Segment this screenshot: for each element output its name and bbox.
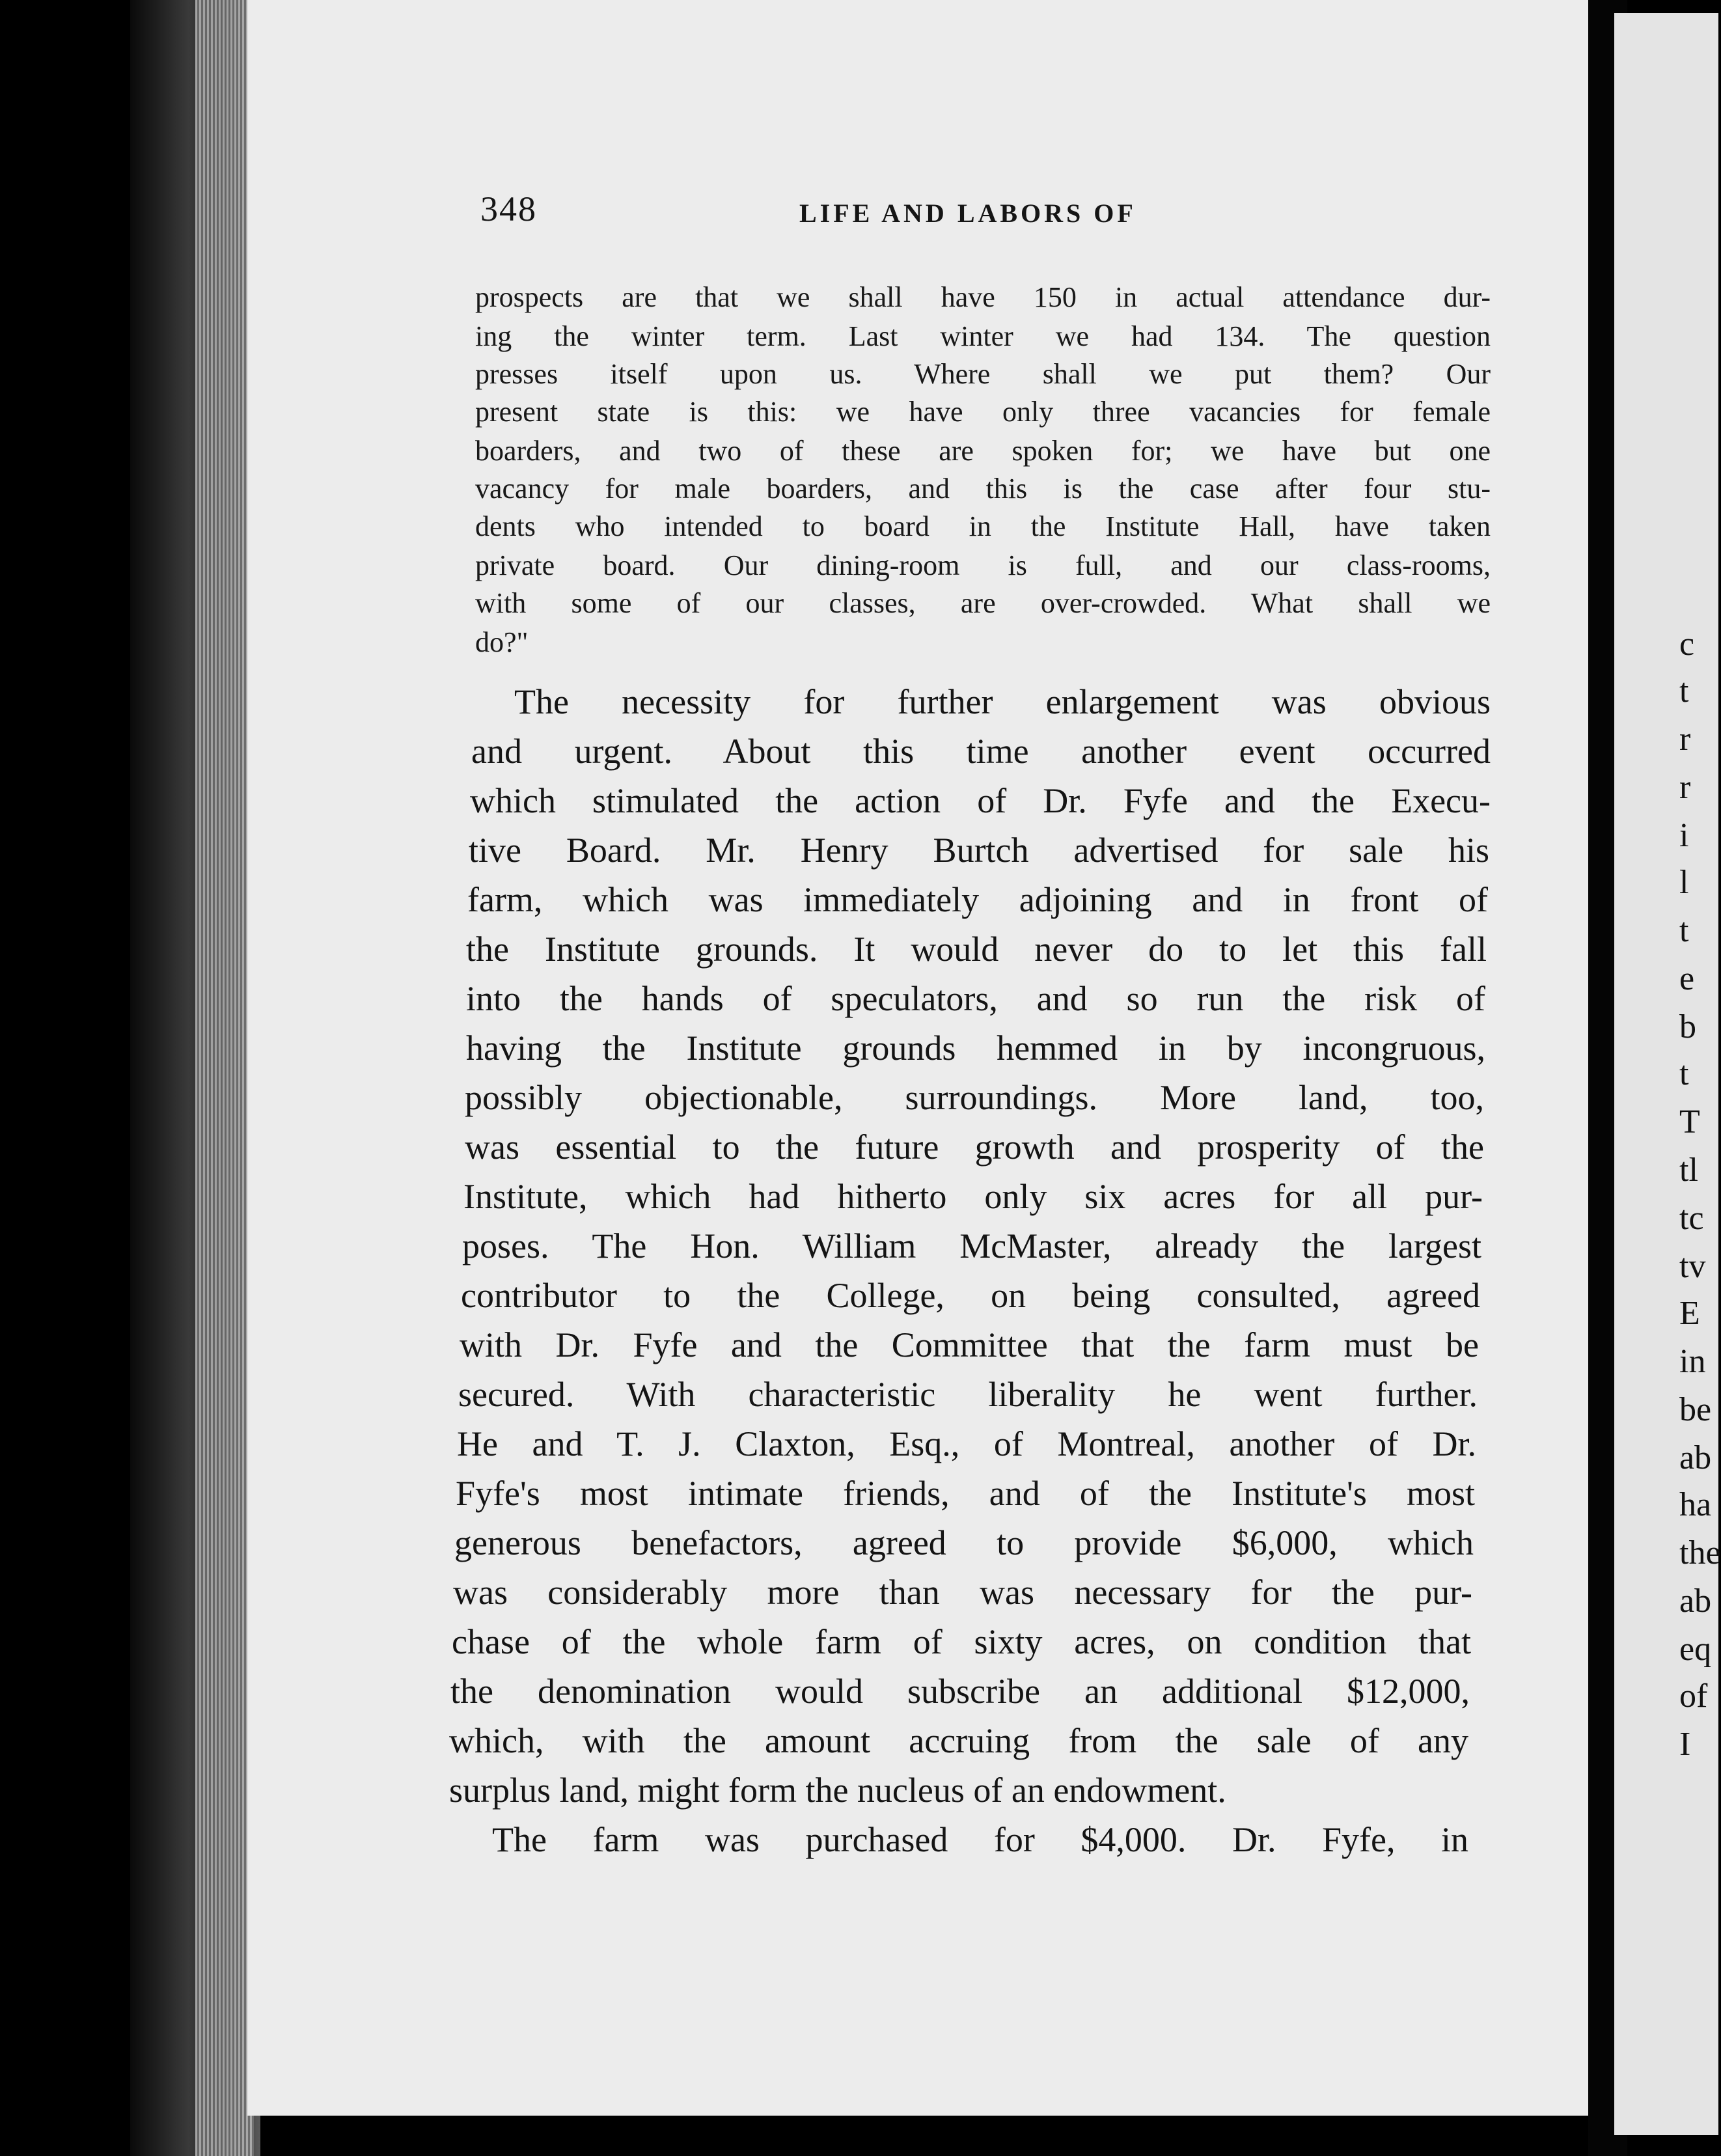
quote-line: do?" xyxy=(475,626,529,658)
quote-line: dents who intended to board in the Institute Hall, have taken xyxy=(475,510,1491,542)
paragraph-line: The farm was purchased for $4,000. Dr. Fyfe, in xyxy=(492,1820,1468,1859)
paragraph-line: He and T. J. Claxton, Esq., of Montreal, another of Dr. xyxy=(457,1424,1476,1463)
facing-page-fragment: ha xyxy=(1679,1486,1712,1523)
facing-page-fragment: the xyxy=(1679,1534,1721,1571)
paragraph-line: farm, which was immediately adjoining and in front of xyxy=(467,880,1488,919)
paragraph-line: chase of the whole farm of sixty acres, on condition that xyxy=(452,1622,1471,1661)
facing-page-fragment: be xyxy=(1679,1391,1712,1428)
paragraph-line: secured. With characteristic liberality he went further. xyxy=(458,1375,1478,1414)
paragraph-line: was essential to the future growth and prosperity of the xyxy=(465,1127,1484,1167)
paragraph-line: generous benefactors, agreed to provide $6,000, which xyxy=(454,1523,1474,1562)
paragraph-line: was considerably more than was necessary for the pur- xyxy=(453,1573,1472,1612)
paragraph-line: the denomination would subscribe an additional $12,000, xyxy=(450,1672,1470,1711)
paragraph-line: tive Board. Mr. Henry Burtch advertised for sale his xyxy=(469,831,1489,870)
facing-page-fragment: c xyxy=(1679,626,1695,663)
paragraph-line: Institute, which had hitherto only six acres for all pur- xyxy=(463,1177,1483,1216)
quote-line: vacancy for male boarders, and this is the case after four stu- xyxy=(475,473,1491,504)
facing-page-fragment: eq xyxy=(1679,1631,1712,1668)
facing-page-fragment: tv xyxy=(1679,1248,1706,1285)
quote-line: prospects are that we shall have 150 in actual attendance dur- xyxy=(475,281,1491,313)
facing-page-edge xyxy=(1614,13,1721,2135)
paragraph-line: The necessity for further enlargement was obvious xyxy=(514,682,1491,721)
paragraph-line: poses. The Hon. William McMaster, already the largest xyxy=(462,1226,1481,1265)
quote-line: ing the winter term. Last winter we had 134. The question xyxy=(475,320,1491,352)
facing-page-fragment: t xyxy=(1679,672,1689,710)
facing-page-fragment: b xyxy=(1679,1008,1696,1045)
facing-page-fragment: in xyxy=(1679,1343,1706,1380)
paragraph-line: with Dr. Fyfe and the Committee that the farm must be xyxy=(460,1325,1479,1364)
paragraph-line: having the Institute grounds hemmed in by incongruous, xyxy=(466,1029,1485,1068)
paragraph-line: which stimulated the action of Dr. Fyfe and the Execu- xyxy=(470,781,1491,820)
paragraph-line: surplus land, might form the nucleus of an endowment. xyxy=(449,1771,1226,1810)
paragraph-line: which, with the amount accruing from the sale of any xyxy=(449,1721,1468,1760)
facing-page-fragment: I xyxy=(1679,1726,1691,1763)
facing-page-fragment: r xyxy=(1679,721,1691,758)
facing-page-fragment: i xyxy=(1679,817,1689,854)
paragraph-line: possibly objectionable, surroundings. More land, too, xyxy=(465,1078,1484,1117)
quote-line: presses itself upon us. Where shall we put them? Our xyxy=(475,358,1491,390)
paragraph-line: the Institute grounds. It would never do to let this fall xyxy=(466,930,1487,969)
paragraph-line: and urgent. About this time another event occurred xyxy=(471,732,1491,771)
facing-page-fragment: e xyxy=(1679,960,1695,997)
facing-page-fragment: ab xyxy=(1679,1582,1712,1620)
facing-page-fragment: t xyxy=(1679,912,1689,949)
quote-line: boarders, and two of these are spoken for; we have but one xyxy=(475,435,1491,467)
page-stack-edges xyxy=(195,0,254,2156)
quote-line: with some of our classes, are over-crowded. What shall we xyxy=(475,587,1491,619)
paragraph-line: into the hands of speculators, and so run the risk of xyxy=(466,979,1485,1018)
quote-line: present state is this: we have only three vacancies for female xyxy=(475,396,1491,428)
facing-page-fragment: E xyxy=(1679,1295,1700,1332)
facing-page-fragment: t xyxy=(1679,1055,1689,1092)
facing-page-fragment: T xyxy=(1679,1103,1700,1140)
facing-page-fragment: l xyxy=(1679,864,1689,901)
running-title: LIFE AND LABORS OF xyxy=(799,199,1136,228)
facing-page-fragment: tl xyxy=(1679,1152,1698,1189)
facing-page-fragment: r xyxy=(1679,769,1691,806)
facing-page-fragment: tc xyxy=(1679,1200,1704,1237)
quote-line: private board. Our dining-room is full, and our class-rooms, xyxy=(475,549,1491,581)
facing-page-fragment: ab xyxy=(1679,1439,1712,1476)
paragraph-line: contributor to the College, on being consulted, agreed xyxy=(461,1276,1480,1315)
paragraph-line: Fyfe's most intimate friends, and of the Institute's most xyxy=(456,1474,1475,1513)
running-header xyxy=(480,189,1522,234)
page-number: 348 xyxy=(480,189,537,228)
facing-page-fragment: of xyxy=(1679,1678,1708,1715)
